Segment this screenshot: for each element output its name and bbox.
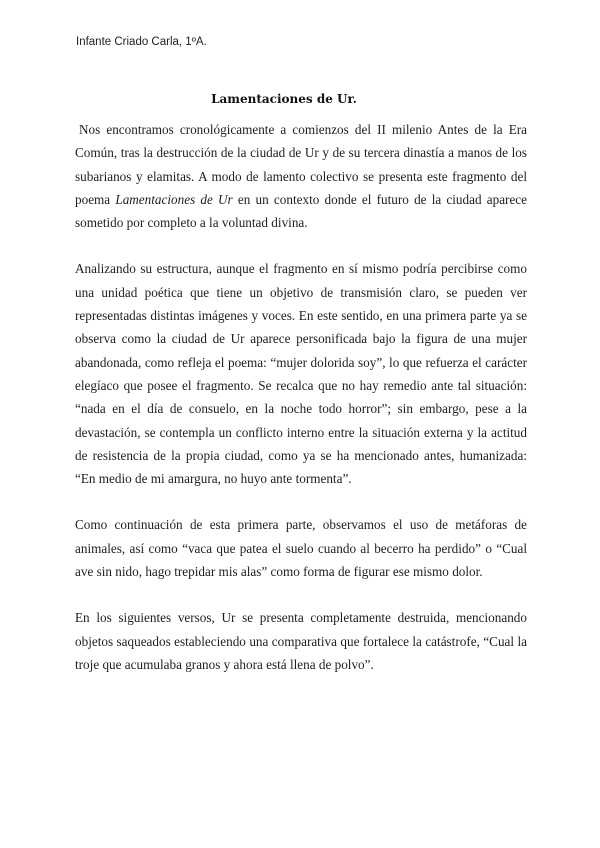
author-header: Infante Criado Carla, 1ºA. — [76, 36, 207, 48]
paragraph-intro-text-start: Nos encontramos cronológicamente a comienzos del II milenio Antes de la Era Común, tras la destrucción de la ciudad de Ur y de su tercera dinastía a manos de los subarianos y elamitas. A modo de lamento colectivo se presenta este fragmento del poema — [75, 122, 527, 207]
document-body — [75, 118, 527, 699]
paragraph-intro — [75, 118, 527, 234]
poem-title-italic: Lamentaciones de Ur — [115, 191, 233, 207]
paragraph-destruction: En los siguientes versos, Ur se presenta completamente destruida, mencionando objetos saqueados estableciendo una comparativa que fortalece la catástrofe, “Cual la troje que acumulaba granos y ahora está llena de polvo”. — [75, 610, 527, 672]
document-title: Lamentaciones de Ur. — [211, 92, 357, 106]
paragraph-structure: Analizando su estructura, aunque el fragmento en sí mismo podría percibirse como una unidad poética que tiene un objetivo de transmisión claro, se pueden ver representadas distintas imágenes y voces. En este sentido, en una primera parte ya se observa como la ciudad de Ur aparece personificada bajo la figura de una mujer abandonada, como refleja el poema: “mujer dolorida soy”, lo que refuerza el carácter elegíaco que posee el fragmento. Se recalca que no hay remedio ante tal situación: “nada en el día de consuelo, en la noche todo horror”; sin embargo, pese a la devastación, se contempla un conflicto interno entre la situación externa y la actitud de resistencia de la propia ciudad, como ya se ha mencionado antes, humanizada: “En medio de mi amargura, no huyo ante tormenta”. — [75, 261, 527, 487]
paragraph-metaphors: Como continuación de esta primera parte, observamos el uso de metáforas de animales, así como “vaca que patea el suelo cuando al becerro ha perdido” o “Cual ave sin nido, hago trepidar mis alas” como forma de figurar ese mismo dolor. — [75, 517, 527, 580]
paragraph-intro-text-end: en un contexto donde el futuro de la ciudad aparece sometido por completo a la voluntad divina. — [75, 191, 528, 231]
